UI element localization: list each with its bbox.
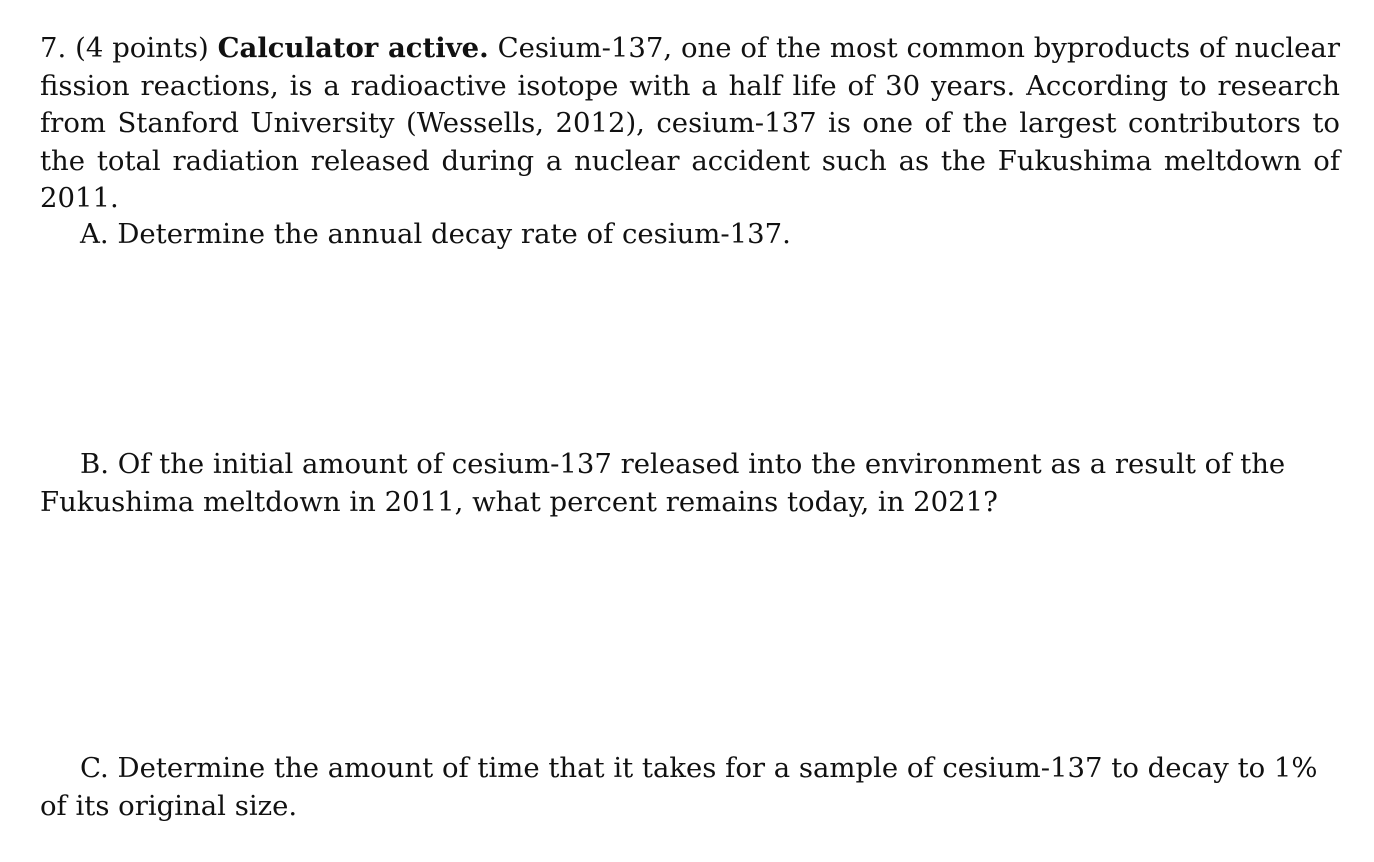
part-b-prompt (40, 446, 1340, 521)
part-c-text: C. Determine the amount of time that it takes for a sample of cesium-137 to decay to 1% of its original size. (40, 752, 1318, 822)
part-b-text: B. Of the initial amount of cesium-137 released into the environment as a result of the Fukushima meltdown in 2011, what percent remains today, in 2021? (40, 448, 1286, 518)
question-text: Cesium-137, one of the most common byproducts of nuclear fission reactions, is a radioactive isotope with a half life of 30 years. According to research from Stanford University (Wessells, 2012), cesium-137 is one of the largest contributors to the total radiation released during a nuclear accident such as the Fukushima meltdown of 2011. (40, 32, 1340, 214)
question-stem (40, 30, 1340, 218)
question-number: 7. (40, 32, 67, 64)
part-c-prompt (40, 750, 1340, 825)
worksheet-page (40, 30, 1340, 822)
part-a-prompt (40, 216, 1340, 254)
calculator-note: Calculator active. (217, 32, 489, 64)
question-points: (4 points) (75, 32, 209, 64)
part-a-text: A. Determine the annual decay rate of cesium-137. (80, 218, 791, 250)
